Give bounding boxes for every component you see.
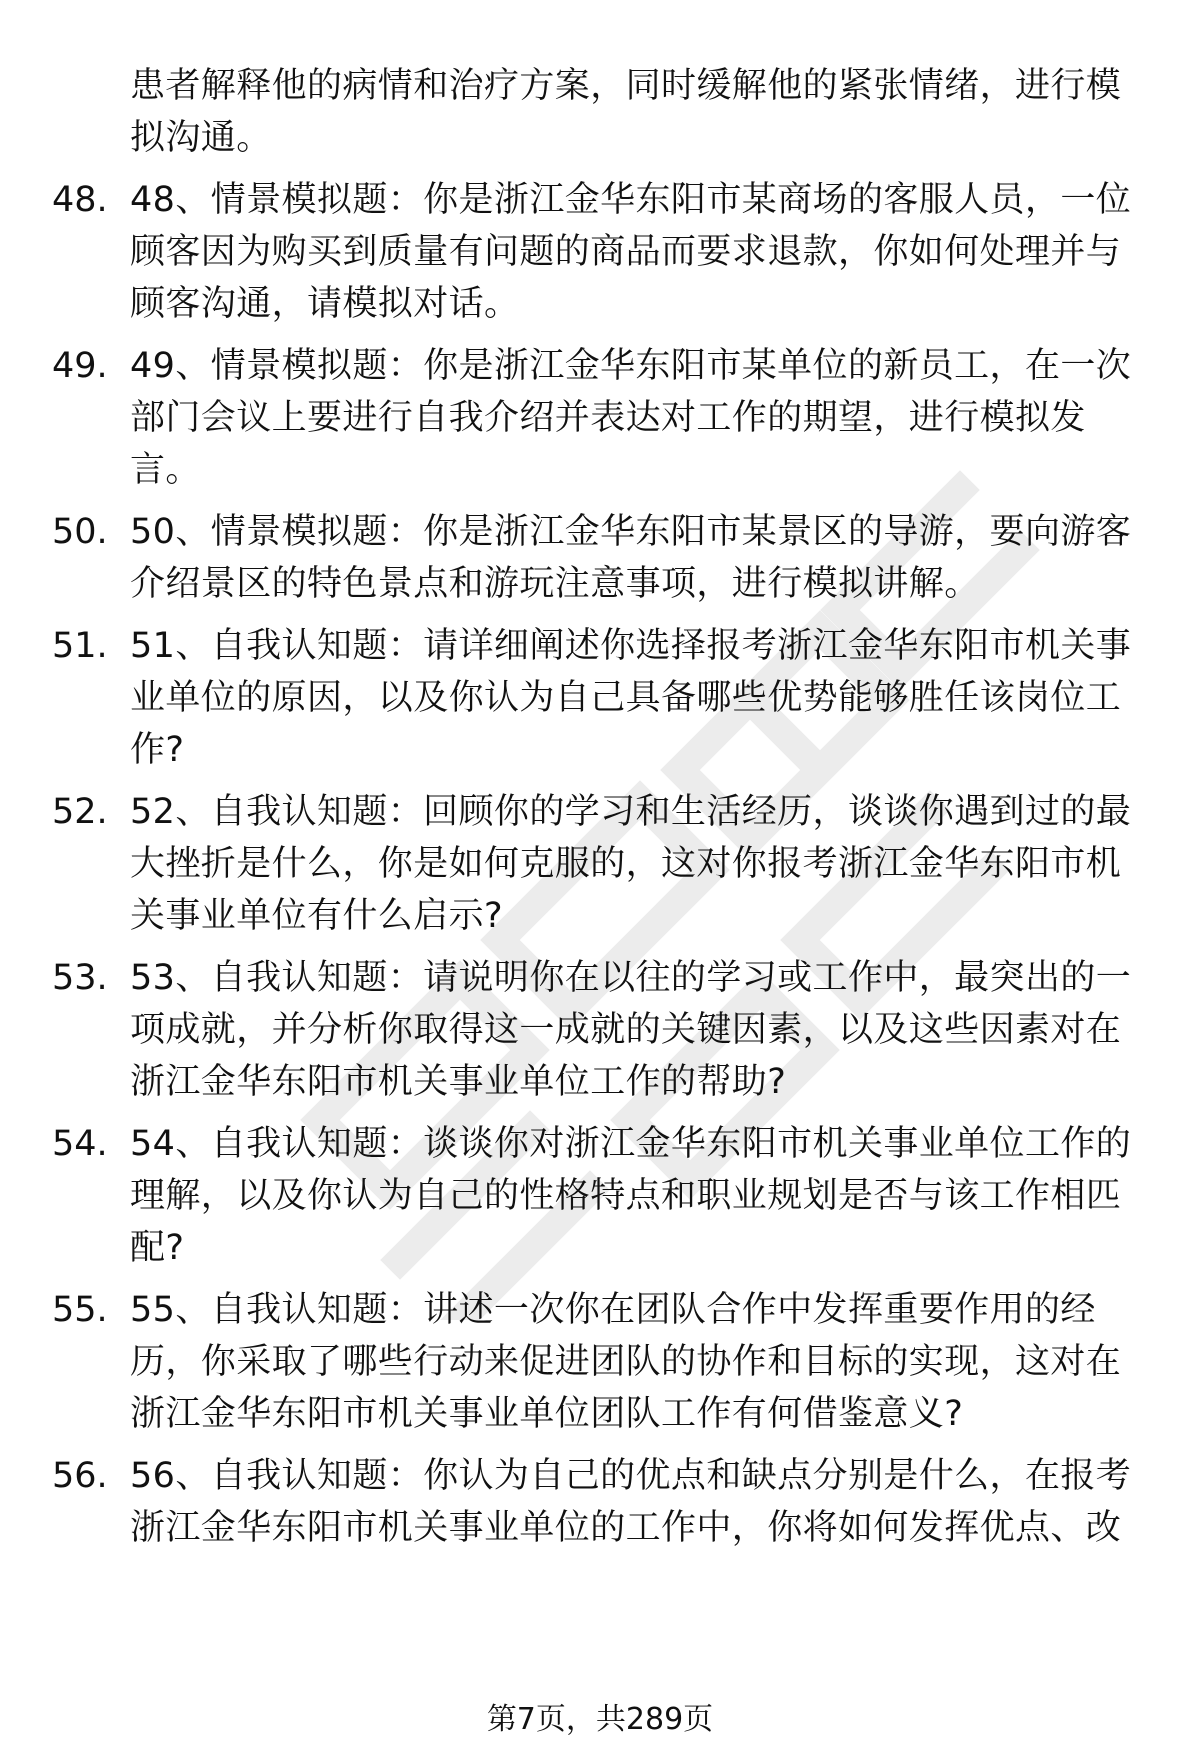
item-number: 49. — [52, 346, 108, 386]
item-text: 51、自我认知题：请详细阐述你选择报考浙江金华东阳市机关事业单位的原因，以及你认为自己具备哪些优势能够胜任该岗位工作? — [130, 626, 1132, 770]
item-number: 53. — [52, 958, 108, 998]
item-text: 55、自我认知题：讲述一次你在团队合作中发挥重要作用的经历，你采取了哪些行动来促进团队的协作和目标的实现，这对在浙江金华东阳市机关事业单位团队工作有何借鉴意义? — [130, 1290, 1122, 1434]
item-text: 患者解释他的病情和治疗方案，同时缓解他的紧张情绪，进行模拟沟通。 — [130, 66, 1122, 158]
page-number-footer: 第7页，共289页 — [486, 1702, 714, 1737]
item-number: 56. — [52, 1456, 108, 1496]
item-number: 51. — [52, 626, 108, 666]
item-number: 50. — [52, 512, 108, 552]
item-text: 52、自我认知题：回顾你的学习和生活经历，谈谈你遇到过的最大挫折是什么，你是如何克服的，这对你报考浙江金华东阳市机关事业单位有什么启示? — [130, 792, 1132, 936]
item-number: 52. — [52, 792, 108, 832]
item-text: 50、情景模拟题：你是浙江金华东阳市某景区的导游，要向游客介绍景区的特色景点和游玩注意事项，进行模拟讲解。 — [130, 512, 1132, 604]
item-number: 54. — [52, 1124, 108, 1164]
item-text: 56、自我认知题：你认为自己的优点和缺点分别是什么，在报考浙江金华东阳市机关事业单位的工作中，你将如何发挥优点、改 — [130, 1456, 1132, 1548]
item-text: 49、情景模拟题：你是浙江金华东阳市某单位的新员工，在一次部门会议上要进行自我介绍并表达对工作的期望，进行模拟发言。 — [130, 346, 1132, 490]
item-number: 55. — [52, 1290, 108, 1330]
item-number: 48. — [52, 180, 108, 220]
item-text: 48、情景模拟题：你是浙江金华东阳市某商场的客服人员，一位顾客因为购买到质量有问题的商品而要求退款，你如何处理并与顾客沟通，请模拟对话。 — [130, 180, 1132, 324]
item-text: 53、自我认知题：请说明你在以往的学习或工作中，最突出的一项成就，并分析你取得这一成就的关键因素，以及这些因素对在浙江金华东阳市机关事业单位工作的帮助? — [130, 958, 1132, 1102]
item-text: 54、自我认知题：谈谈你对浙江金华东阳市机关事业单位工作的理解，以及你认为自己的性格特点和职业规划是否与该工作相匹配? — [130, 1124, 1132, 1268]
